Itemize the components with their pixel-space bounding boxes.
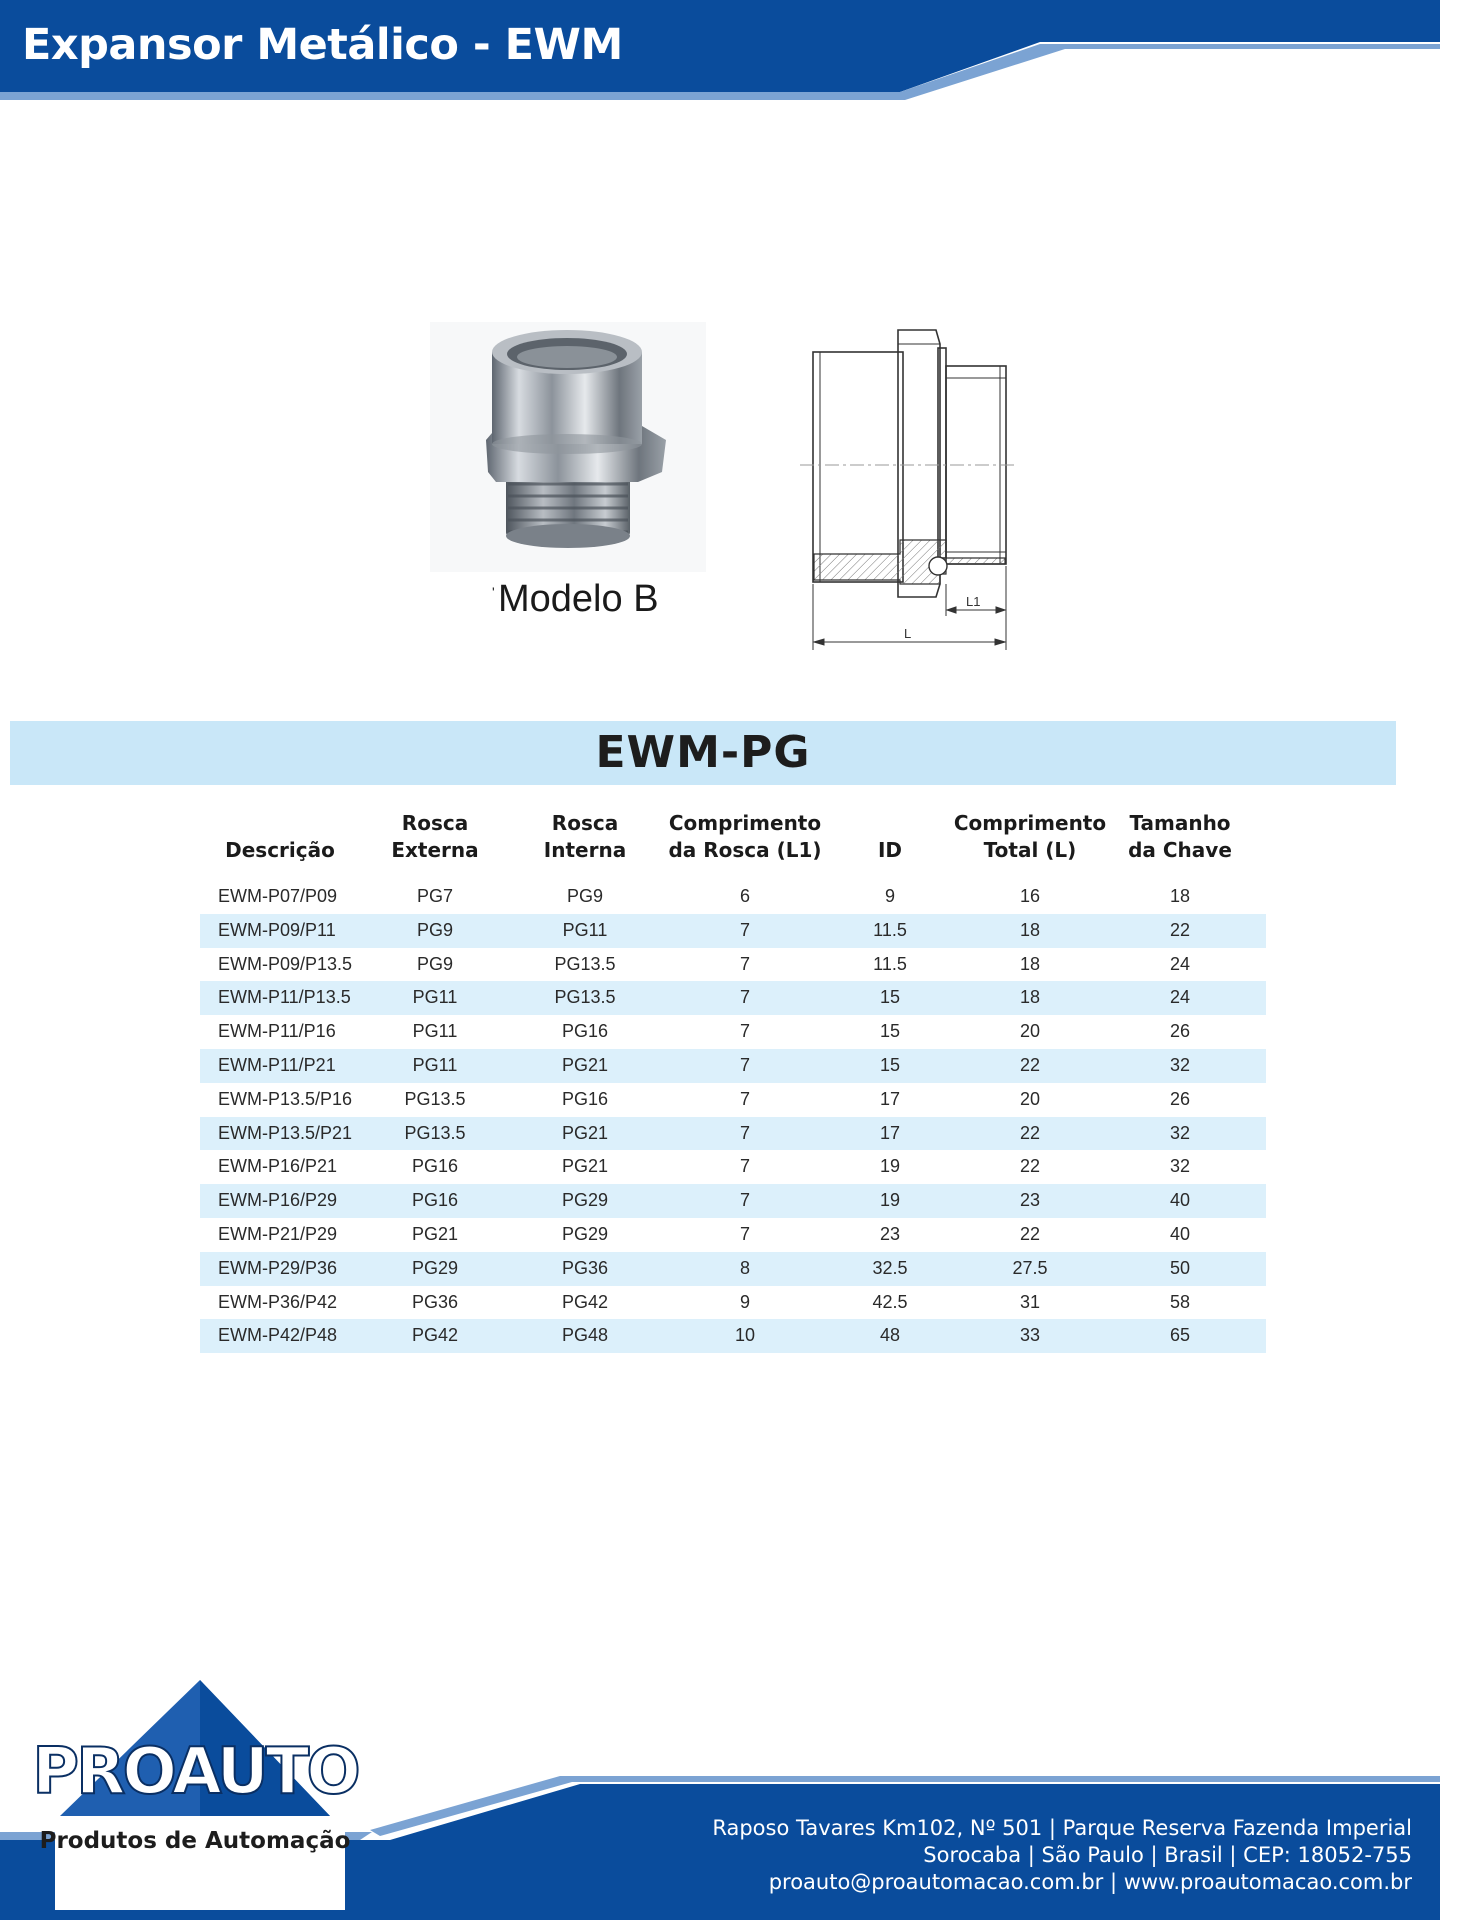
column-header-line: Comprimento	[953, 811, 1107, 835]
table-cell: PG21	[561, 1122, 609, 1143]
table-cell: PG29	[561, 1223, 609, 1244]
table-cell: PG16	[561, 1088, 609, 1109]
table-cell: 18	[1019, 953, 1041, 974]
table-row	[200, 1319, 1266, 1353]
table-cell: 6	[739, 886, 750, 906]
table-cell: 22	[1169, 919, 1191, 940]
table-body	[200, 880, 1266, 1353]
table-cell: 16	[1019, 886, 1041, 906]
column-header	[950, 810, 1110, 864]
table-cell: 9	[884, 886, 895, 906]
table-cell: 27.5	[1012, 1257, 1048, 1278]
table-cell: 7	[739, 1088, 750, 1109]
table-cell: EWM-P16/P29	[218, 1190, 338, 1211]
table-cell: 11.5	[873, 953, 907, 974]
table-cell: 11.5	[873, 919, 907, 940]
table-cell: PG9	[566, 886, 604, 906]
contact-line: proauto@proautomacao.com.br | www.proautomacao.com.br	[768, 1870, 1412, 1894]
column-header	[1100, 810, 1260, 864]
table-cell: 9	[739, 1291, 750, 1312]
proauto-logo	[32, 1680, 358, 1910]
table-cell: 40	[1169, 1223, 1191, 1244]
logo-text: PROAUTO	[32, 1735, 358, 1809]
table-cell: 22	[1019, 1156, 1041, 1177]
table-cell: 33	[1019, 1325, 1041, 1346]
table-cell: 19	[879, 1190, 901, 1211]
table-cell: 7	[739, 1156, 750, 1177]
table-cell: 22	[1019, 1122, 1041, 1143]
table-cell: 15	[879, 1021, 901, 1042]
table-cell: 15	[879, 1054, 901, 1075]
footer-address	[712, 1815, 1412, 1896]
table-cell: PG36	[411, 1291, 459, 1312]
table-cell: 7	[739, 1223, 750, 1244]
logo-subtitle: Produtos de Automação	[39, 1828, 351, 1854]
table-cell: PG7	[416, 886, 454, 906]
column-header-line: da Rosca (L1)	[668, 838, 822, 862]
table-cell: PG36	[561, 1257, 609, 1278]
table-cell: EWM-P13.5/P16	[218, 1088, 353, 1109]
table-row	[200, 1083, 1266, 1117]
table-cell: 10	[734, 1325, 756, 1346]
table-cell: 22	[1019, 1054, 1041, 1075]
table-cell: 23	[1019, 1190, 1041, 1211]
table-row	[200, 1286, 1266, 1320]
table-cell: 18	[1019, 919, 1041, 940]
table-row	[200, 1150, 1266, 1184]
table-cell: 7	[739, 953, 750, 974]
table-cell: PG42	[561, 1291, 609, 1312]
column-header-line: Rosca Interna	[543, 811, 627, 862]
spec-table	[200, 800, 1266, 1353]
column-header-line: ID	[877, 838, 903, 862]
column-header	[510, 810, 660, 864]
table-cell: PG16	[411, 1156, 459, 1177]
table-cell: PG13.5	[554, 987, 616, 1008]
table-cell: 7	[739, 1054, 750, 1075]
table-cell: EWM-P13.5/P21	[218, 1122, 353, 1143]
table-cell: EWM-P21/P29	[218, 1223, 338, 1244]
table-cell: EWM-P09/P13.5	[218, 953, 353, 974]
dim-l1-label: L1	[966, 594, 981, 609]
table-cell: 32.5	[872, 1257, 908, 1278]
section-band	[10, 721, 1396, 785]
table-cell: 26	[1169, 1021, 1191, 1042]
table-cell: 17	[879, 1088, 901, 1109]
table-cell: 15	[879, 987, 901, 1008]
table-cell: EWM-P16/P21	[218, 1156, 338, 1177]
table-cell: PG9	[416, 919, 454, 940]
table-cell: 42.5	[872, 1291, 908, 1312]
table-cell: PG11	[412, 1021, 458, 1042]
table-cell: PG16	[411, 1190, 459, 1211]
table-cell: 24	[1169, 953, 1191, 974]
table-cell: 31	[1019, 1291, 1041, 1312]
table-cell: 7	[739, 1190, 750, 1211]
table-cell: 48	[879, 1325, 901, 1346]
dim-l-label: L	[904, 626, 912, 641]
table-row	[200, 1184, 1266, 1218]
table-cell: 24	[1169, 987, 1191, 1008]
column-header-line: Total (L)	[983, 838, 1077, 862]
table-cell: 50	[1169, 1257, 1191, 1278]
column-header-line: da Chave	[1128, 838, 1232, 862]
model-caption: Modelo B	[498, 578, 659, 620]
table-cell: 26	[1169, 1088, 1191, 1109]
table-cell: 8	[739, 1257, 750, 1278]
table-cell: 20	[1019, 1088, 1041, 1109]
table-row	[200, 1049, 1266, 1083]
table-cell: PG13.5	[554, 953, 616, 974]
section-title: EWM-PG	[595, 727, 811, 778]
table-cell: PG9	[416, 953, 454, 974]
table-cell: 58	[1169, 1291, 1191, 1312]
column-header-line: Tamanho	[1129, 811, 1231, 835]
table-cell: 18	[1019, 987, 1041, 1008]
table-row	[200, 1015, 1266, 1049]
table-cell: PG29	[411, 1257, 459, 1278]
table-cell: EWM-P11/P16	[218, 1021, 336, 1042]
table-cell: 32	[1169, 1156, 1191, 1177]
table-cell: PG29	[561, 1190, 609, 1211]
table-cell: PG21	[411, 1223, 459, 1244]
table-header	[200, 800, 1266, 880]
table-cell: 20	[1019, 1021, 1041, 1042]
table-cell: PG11	[412, 987, 458, 1008]
column-header-line: Comprimento	[668, 811, 822, 835]
column-header	[200, 837, 360, 864]
table-cell: 7	[739, 1021, 750, 1042]
table-cell: PG11	[412, 1054, 458, 1075]
table-cell: 7	[739, 987, 750, 1008]
table-row	[200, 914, 1266, 948]
table-row	[200, 981, 1266, 1015]
table-row	[200, 880, 1266, 914]
table-cell: PG16	[561, 1021, 609, 1042]
table-cell: EWM-P11/P21	[218, 1054, 336, 1075]
address-line: Raposo Tavares Km102, Nº 501 | Parque Reserva Fazenda Imperial	[712, 1816, 1412, 1840]
table-cell: 32	[1169, 1054, 1191, 1075]
table-cell: 22	[1019, 1223, 1041, 1244]
technical-drawing-icon	[800, 322, 1020, 652]
table-cell: 40	[1169, 1190, 1191, 1211]
table-cell: PG21	[561, 1156, 609, 1177]
table-cell: 7	[739, 1122, 750, 1143]
page-title: Expansor Metálico - EWM	[22, 20, 623, 70]
table-cell: EWM-P09/P11	[218, 919, 336, 940]
table-row	[200, 1218, 1266, 1252]
address-line: Sorocaba | São Paulo | Brasil | CEP: 18052-755	[923, 1843, 1412, 1867]
table-cell: PG21	[561, 1054, 609, 1075]
table-cell: PG11	[562, 919, 608, 940]
metal-expander-photo-icon	[430, 322, 706, 572]
table-cell: 32	[1169, 1122, 1191, 1143]
column-header	[360, 810, 510, 864]
table-cell: 19	[879, 1156, 901, 1177]
table-cell: PG13.5	[404, 1088, 466, 1109]
model-mark: '	[492, 584, 495, 600]
column-header-line: Rosca Externa	[391, 811, 479, 862]
table-cell: EWM-P29/P36	[218, 1257, 338, 1278]
table-cell: PG13.5	[404, 1122, 466, 1143]
table-cell: EWM-P36/P42	[218, 1291, 338, 1312]
table-cell: 23	[879, 1223, 901, 1244]
table-cell: EWM-P11/P13.5	[218, 987, 351, 1008]
table-row	[200, 948, 1266, 982]
table-row	[200, 1117, 1266, 1151]
table-cell: EWM-P42/P48	[218, 1325, 338, 1346]
table-cell: 17	[879, 1122, 901, 1143]
table-cell: PG42	[411, 1325, 459, 1346]
column-header	[820, 837, 960, 864]
table-cell: 65	[1169, 1325, 1191, 1346]
column-header-line: Descrição	[225, 838, 335, 862]
column-header	[660, 810, 830, 864]
table-cell: 18	[1169, 886, 1191, 906]
table-cell: PG48	[561, 1325, 609, 1346]
table-cell: 7	[739, 919, 750, 940]
table-cell: EWM-P07/P09	[218, 886, 338, 906]
table-row	[200, 1252, 1266, 1286]
